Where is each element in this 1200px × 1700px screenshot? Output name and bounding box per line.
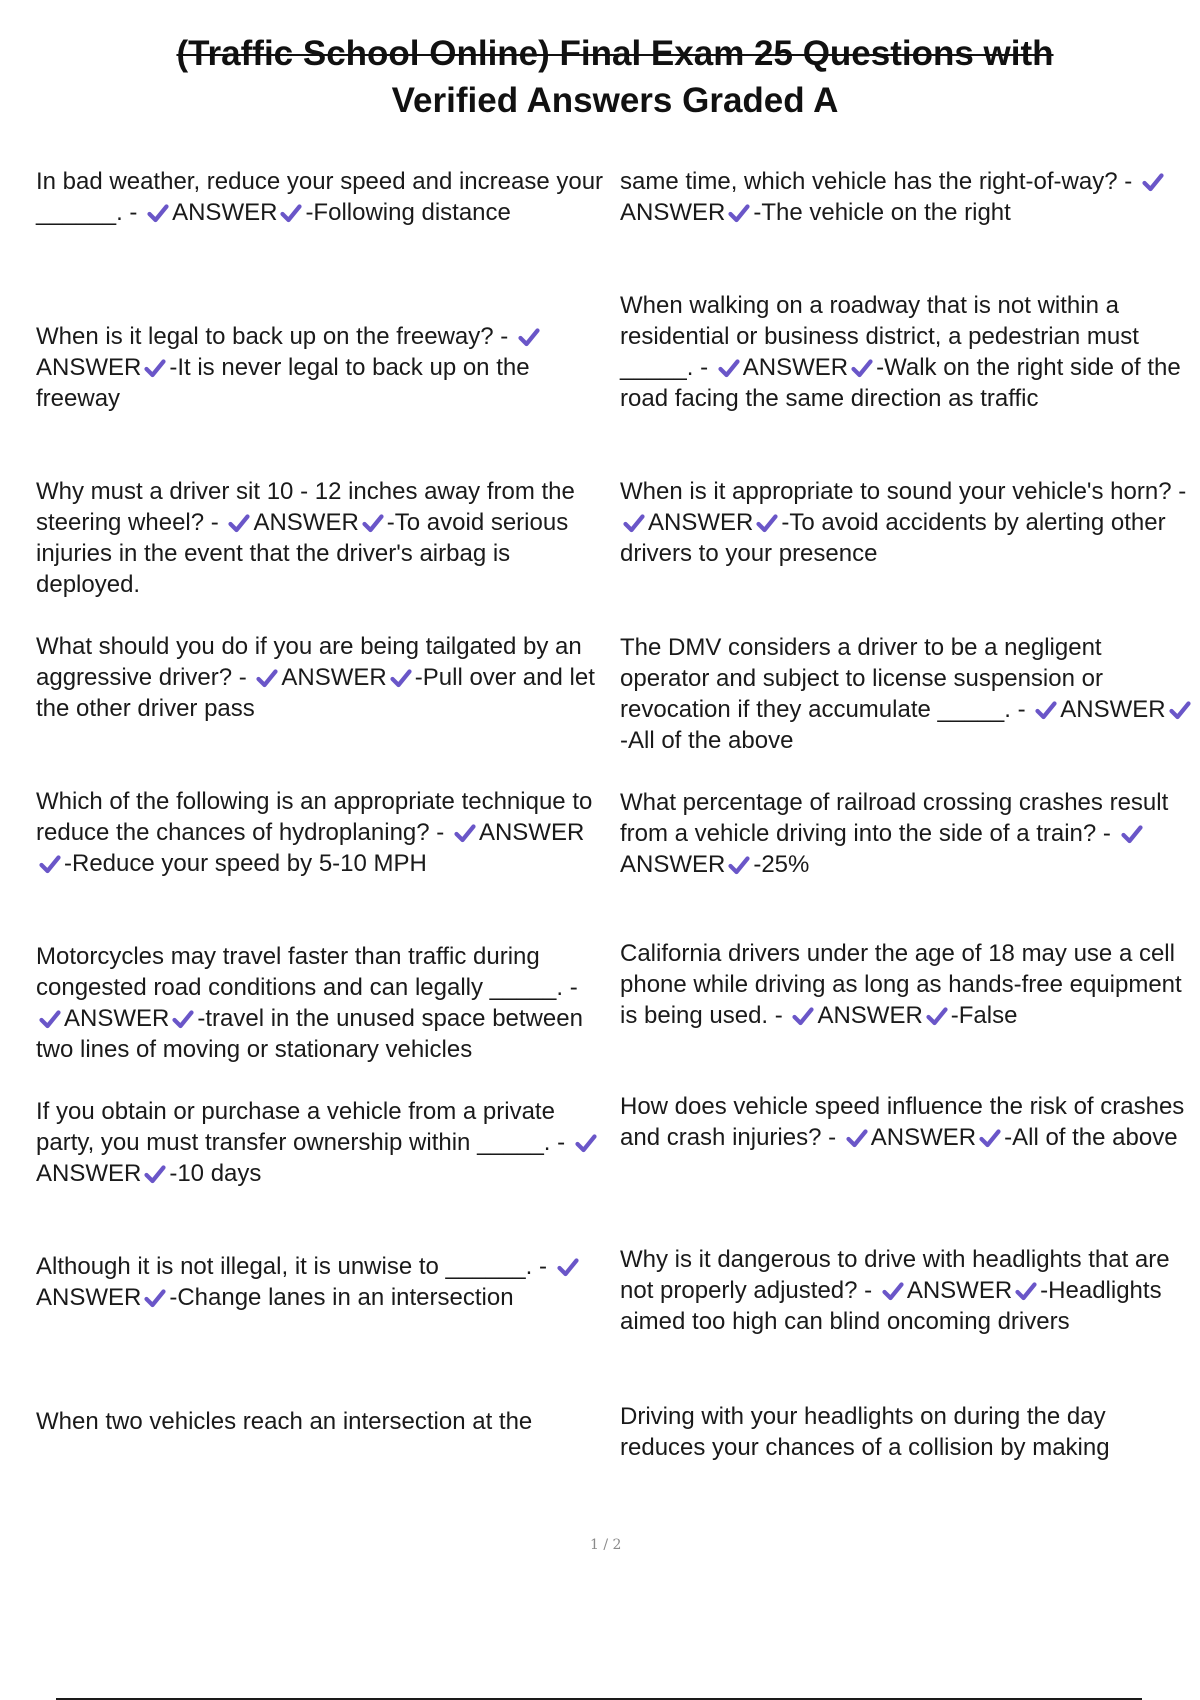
answer-text: -All of the above bbox=[620, 727, 794, 754]
checkmark-icon bbox=[144, 1288, 166, 1308]
title-line-2: Verified Answers Graded A bbox=[391, 81, 839, 120]
answer-text: -To avoid accidents by alerting other drivers to your presence bbox=[620, 509, 1166, 567]
question-text: Which of the following is an appropriate technique to reduce the chances of hydroplaning? - bbox=[36, 788, 593, 846]
answer-label: ANSWER bbox=[1060, 696, 1166, 723]
checkmark-icon bbox=[575, 1133, 597, 1153]
question-item bbox=[36, 1096, 606, 1189]
question-text: The DMV considers a driver to be a negligent operator and subject to license suspension or revocation if they accumulate _____. - bbox=[620, 634, 1103, 723]
answer-label: ANSWER bbox=[36, 354, 142, 381]
checkmark-icon bbox=[280, 203, 302, 223]
checkmark-icon bbox=[144, 1164, 166, 1184]
checkmark-icon bbox=[623, 513, 645, 533]
checkmark-icon bbox=[39, 1009, 61, 1029]
checkmark-icon bbox=[728, 855, 750, 875]
question-item bbox=[36, 786, 606, 879]
answer-label: ANSWER bbox=[870, 1124, 977, 1151]
checkmark-icon bbox=[39, 854, 61, 874]
checkmark-icon bbox=[792, 1006, 814, 1026]
answer-text: -Pull over and let the other driver pass bbox=[36, 664, 595, 722]
answer-label: ANSWER bbox=[36, 1284, 142, 1311]
answer-label: ANSWER bbox=[906, 1277, 1013, 1304]
question-text: When is it legal to back up on the freeway? - bbox=[36, 323, 509, 350]
checkmark-icon bbox=[1169, 700, 1191, 720]
question-item bbox=[36, 941, 606, 1065]
question-text: In bad weather, reduce your speed and increase your ______. - bbox=[36, 168, 604, 226]
answer-text: -All of the above bbox=[1004, 1124, 1178, 1151]
answer-text: -25% bbox=[753, 851, 810, 878]
question-text: What should you do if you are being tailgated by an aggressive driver? - bbox=[36, 633, 582, 691]
question-item bbox=[620, 166, 1195, 228]
checkmark-icon bbox=[147, 203, 169, 223]
question-text: Motorcycles may travel faster than traffic during congested road conditions and can legally _____. - bbox=[36, 943, 578, 1001]
checkmark-icon bbox=[1035, 700, 1057, 720]
checkmark-icon bbox=[1142, 172, 1164, 192]
question-text: same time, which vehicle has the right-of-way? - bbox=[620, 168, 1133, 195]
answer-label: ANSWER bbox=[478, 819, 585, 846]
answer-label: ANSWER bbox=[64, 1005, 170, 1032]
answer-text: -The vehicle on the right bbox=[753, 199, 1011, 226]
checkmark-icon bbox=[846, 1128, 868, 1148]
question-text: If you obtain or purchase a vehicle from a private party, you must transfer ownership within _____. - bbox=[36, 1098, 566, 1156]
answer-text: -Change lanes in an intersection bbox=[169, 1284, 514, 1311]
checkmark-icon bbox=[228, 513, 250, 533]
document-title-block bbox=[40, 30, 1190, 124]
checkmark-icon bbox=[756, 513, 778, 533]
question-text: When is it appropriate to sound your vehicle's horn? - bbox=[620, 478, 1187, 505]
question-item bbox=[620, 290, 1195, 414]
checkmark-icon bbox=[172, 1009, 194, 1029]
answer-text: -Headlights aimed too high can blind oncoming drivers bbox=[620, 1277, 1162, 1335]
answer-label: ANSWER bbox=[620, 199, 726, 226]
question-text: Driving with your headlights on during the day reduces your chances of a collision by making bbox=[620, 1403, 1110, 1461]
checkmark-icon bbox=[557, 1257, 579, 1277]
question-item bbox=[620, 787, 1195, 880]
answer-text: -False bbox=[950, 1002, 1018, 1029]
answer-label: ANSWER bbox=[253, 509, 359, 536]
question-text: How does vehicle speed influence the risk of crashes and crash injuries? - bbox=[620, 1093, 1185, 1151]
question-text: When two vehicles reach an intersection at the bbox=[36, 1408, 533, 1435]
question-text: Why must a driver sit 10 - 12 inches away from the steering wheel? - bbox=[36, 478, 575, 536]
question-item bbox=[620, 632, 1195, 756]
question-item bbox=[620, 1091, 1195, 1153]
checkmark-icon bbox=[144, 358, 166, 378]
document-title bbox=[40, 30, 1190, 124]
answer-text: -Reduce your speed by 5-10 MPH bbox=[64, 850, 427, 877]
title-line-1: (Traffic School Online) Final Exam 25 Questions with bbox=[176, 34, 1054, 73]
checkmark-icon bbox=[718, 358, 740, 378]
question-item bbox=[36, 1251, 606, 1313]
answer-text: -Following distance bbox=[305, 199, 511, 226]
answer-text: -To avoid serious injuries in the event that the driver's airbag is deployed. bbox=[36, 509, 569, 598]
checkmark-icon bbox=[851, 358, 873, 378]
checkmark-icon bbox=[926, 1006, 948, 1026]
answer-text: -Walk on the right side of the road facing the same direction as traffic bbox=[620, 354, 1181, 412]
checkmark-icon bbox=[256, 668, 278, 688]
checkmark-icon bbox=[454, 823, 476, 843]
checkmark-icon bbox=[390, 668, 412, 688]
question-item bbox=[620, 938, 1195, 1031]
answer-label: ANSWER bbox=[172, 199, 278, 226]
question-text: California drivers under the age of 18 may use a cell phone while driving as long as hands-free equipment is being used. - bbox=[620, 940, 1182, 1029]
question-item bbox=[36, 321, 606, 414]
answer-text: -It is never legal to back up on the freeway bbox=[36, 354, 530, 412]
answer-label: ANSWER bbox=[36, 1160, 142, 1187]
answer-label: ANSWER bbox=[281, 664, 387, 691]
checkmark-icon bbox=[1015, 1281, 1037, 1301]
question-item bbox=[620, 476, 1195, 569]
question-text: When walking on a roadway that is not within a residential or business district, a pedestrian must _____. - bbox=[620, 292, 1139, 381]
page-number: 1 / 2 bbox=[590, 1537, 622, 1553]
question-text: What percentage of railroad crossing crashes result from a vehicle driving into the side of a train? - bbox=[620, 789, 1169, 847]
answer-label: ANSWER bbox=[648, 509, 754, 536]
answer-text: -10 days bbox=[169, 1160, 262, 1187]
checkmark-icon bbox=[518, 327, 540, 347]
question-item bbox=[36, 166, 606, 228]
answer-text: -travel in the unused space between two lines of moving or stationary vehicles bbox=[36, 1005, 583, 1063]
checkmark-icon bbox=[979, 1128, 1001, 1148]
question-item bbox=[620, 1401, 1195, 1463]
question-text: Why is it dangerous to drive with headlights that are not properly adjusted? - bbox=[620, 1246, 1170, 1304]
question-text: Although it is not illegal, it is unwise to ______. - bbox=[36, 1253, 547, 1280]
question-item bbox=[36, 1406, 606, 1437]
answer-label: ANSWER bbox=[620, 851, 726, 878]
question-item bbox=[36, 631, 606, 724]
answer-label: ANSWER bbox=[742, 354, 849, 381]
checkmark-icon bbox=[1121, 824, 1143, 844]
checkmark-icon bbox=[728, 203, 750, 223]
question-item bbox=[36, 476, 606, 600]
answer-label: ANSWER bbox=[817, 1002, 923, 1029]
checkmark-icon bbox=[882, 1281, 904, 1301]
question-item bbox=[620, 1244, 1195, 1337]
checkmark-icon bbox=[362, 513, 384, 533]
